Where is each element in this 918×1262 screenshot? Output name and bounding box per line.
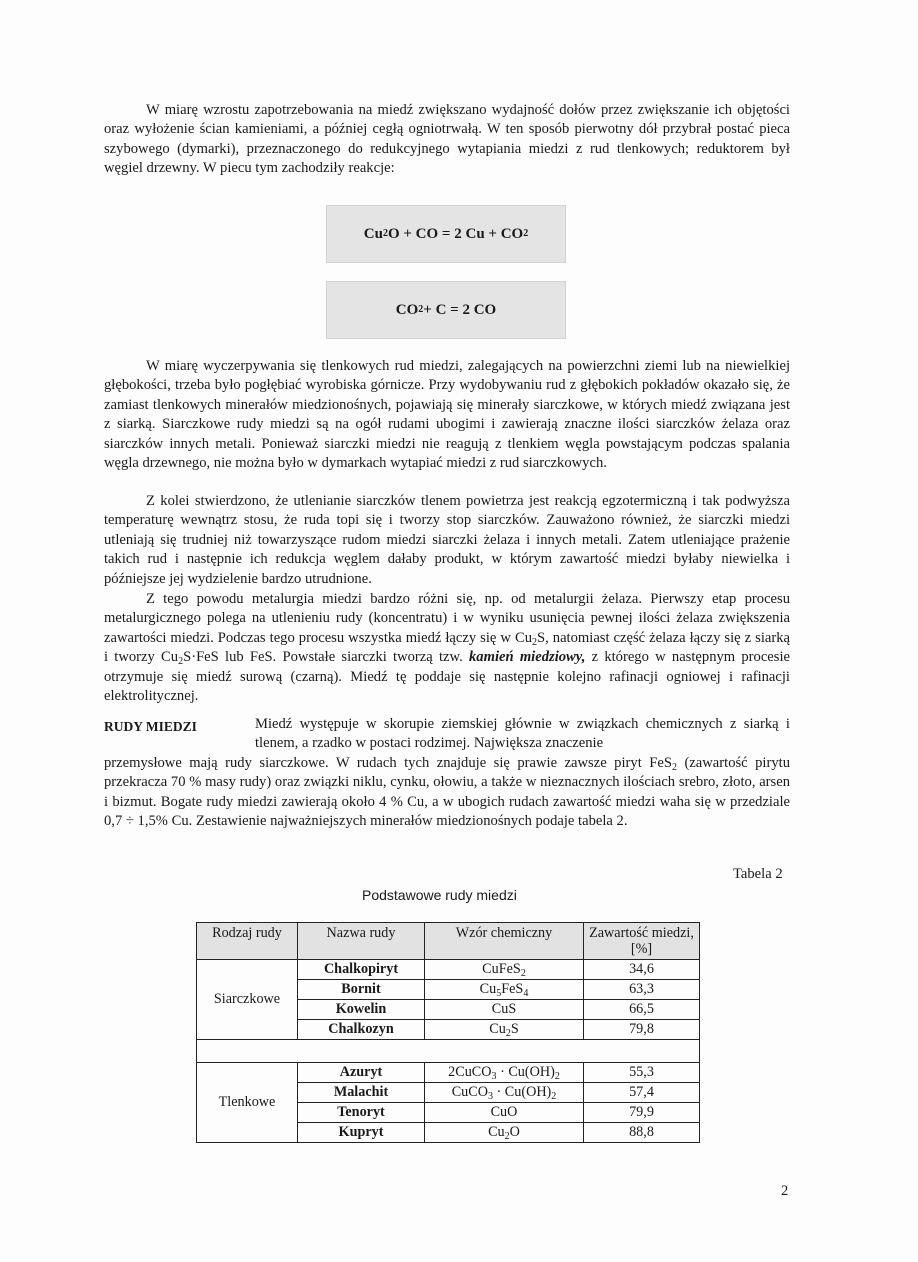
ore-formula: 2CuCO$_3$ · $Cu(OH)_2$ <box>425 1063 584 1083</box>
header-ore-type: Rodzaj rudy <box>197 923 298 960</box>
equation-1: Cu 2 O + CO = 2 Cu + CO 2 <box>326 205 566 263</box>
ore-formula: CuS <box>425 1000 584 1020</box>
ore-type-oxide: Tlenkowe <box>197 1063 298 1143</box>
ore-content: 88,8 <box>584 1123 700 1143</box>
ore-name: Kupryt <box>298 1123 425 1143</box>
ore-content: 34,6 <box>584 960 700 980</box>
ore-name: Chalkozyn <box>298 1020 425 1040</box>
ore-content: 79,9 <box>584 1103 700 1123</box>
page-number: 2 <box>781 1183 789 1199</box>
ore-content: 57,4 <box>584 1083 700 1103</box>
table-separator <box>197 1040 700 1063</box>
table-row <box>197 1063 700 1083</box>
table-number: Tabela 2 <box>733 866 783 882</box>
ore-name: Azuryt <box>298 1063 425 1083</box>
header-formula: Wzór chemiczny <box>425 923 584 960</box>
ore-name: Malachit <box>298 1083 425 1103</box>
ore-name: Chalkopiryt <box>298 960 425 980</box>
table-row <box>197 960 700 980</box>
table-header-row <box>197 923 700 960</box>
term-copper-matte: kamień miedziowy, <box>469 649 586 666</box>
ores-paragraph-body: przemysłowe mają rudy siarczkowe. W rudach tych znajduje się prawie zawsze piryt FeS$_2$ (zawartość pirytu przekracza 70 % masy rudy) oraz związki niklu, cynku, ołowiu, a także w nieznacznych ilościach srebro, złoto, arsen i bizmut. Bogate rudy miedzi zawierają około 4 % Cu, a w ubogich rudach zawartość miedzi waha się w przedziale 0,7 ÷ 1,5% Cu. Zestawienie najważniejszych minerałów miedzionośnych podaje tabela 2. <box>104 755 790 830</box>
ore-formula: CuFeS$_2$ <box>425 960 584 980</box>
ore-formula: CuCO$_3$ · $Cu(OH)_2$ <box>425 1083 584 1103</box>
ore-content: 79,8 <box>584 1020 700 1040</box>
ore-type-sulfide: Siarczkowe <box>197 960 298 1040</box>
section-label-ores: RUDY MIEDZI <box>104 719 197 734</box>
paragraph-furnace-development: W miarę wzrostu zapotrzebowania na miedź zwiększano wydajność dołów przez zwiększanie ich objętości oraz wyłożenie ścian kamieniami, a później cegłą ogniotrwałą. W ten sposób pierwotny dół przybrał postać pieca szybowego (dymarki), przeznaczonego do redukcyjnego wytapiania miedzi z rud tlenkowych; reduktorem był węgiel drzewny. W piecu tym zachodziły reakcje: <box>104 102 790 177</box>
ores-paragraph-intro: Miedź występuje w skorupie ziemskiej głównie w związkach chemicznych z siarką i tlenem, a rzadko w postaci rodzimej. Największa znaczenie <box>255 716 790 752</box>
ore-formula: $Cu_2O$ <box>425 1123 584 1143</box>
paragraph-oxidation: Z kolei stwierdzono, że utlenianie siarczków tlenem powietrza jest reakcją egzotermiczną i tak podwyższa temperaturę wewnątrz stosu, że ruda topi się i tworzy stop siarczków. Zauważono również, że siarczki miedzi utleniają się trudniej niż towarzyszące rudom miedzi siarczki żelaza i innych metali. Zatem utleniające prażenie takich rud i następnie ich redukcja węglem dałaby produkt, w którym zawartość miedzi byłaby niewielka i późniejsze jej wydzielenie bardzo utrudnione. <box>104 493 790 587</box>
paragraph-copper-metallurgy: Z tego powodu metalurgia miedzi bardzo różni się, np. od metalurgii żelaza. Pierwszy etap procesu metalurgicznego polega na utlenieniu rudy (koncentratu) i w wyniku usunięcia pewnej ilości żelaza zwiększenia zawartości miedzi. Podczas tego procesu wszystka miedź łączy się w $Cu_2S$, natomiast część żelaza łączy się z siarką i tworzy $Cu_2S\cdot FeS$ lub FeS. Powstałe siarczki tworzą tzw. kamień miedziowy, z którego w następnym procesie otrzymuje się miedź surową (czarną). Miedź tę poddaje się następnie kolejno rafinacji ogniowej i rafinacji elektrolitycznej. <box>104 591 790 705</box>
ore-formula: $Cu_2S$ <box>425 1020 584 1040</box>
paragraph-sulfide-ores: W miarę wyczerpywania się tlenkowych rud miedzi, zalegających na powierzchni ziemi lub na niewielkiej głębokości, trzeba było pogłębiać wyrobiska górnicze. Przy wydobywaniu rud z głębokich pokładów okazało się, że zamiast tlenkowych minerałów miedzionośnych, pojawiają się minerały siarczkowe, w których miedź związana jest z siarką. Siarczkowe rudy miedzi są na ogół rudami ubogimi i zawierają znaczne ilości siarczków żelaza oraz siarczków innych metali. Ponieważ siarczki miedzi nie reagują z tlenkiem węgla powstającym podczas spalania węgla drzewnego, nie można było w dymarkach wytapiać miedzi z rud siarczkowych. <box>104 358 790 472</box>
table-caption: Podstawowe rudy miedzi <box>362 887 517 903</box>
ore-content: 55,3 <box>584 1063 700 1083</box>
ore-formula: CuO <box>425 1103 584 1123</box>
header-copper-content: Zawartość miedzi, [%] <box>584 923 700 960</box>
ore-content: 66,5 <box>584 1000 700 1020</box>
ores-table <box>196 922 700 1143</box>
table-separator-row <box>197 1040 700 1063</box>
header-ore-name: Nazwa rudy <box>298 923 425 960</box>
equation-2: CO 2 + C = 2 CO <box>326 281 566 339</box>
ore-name: Kowelin <box>298 1000 425 1020</box>
ore-content: 63,3 <box>584 980 700 1000</box>
ore-formula: $Cu_5FeS_4$ <box>425 980 584 1000</box>
ore-name: Bornit <box>298 980 425 1000</box>
ore-name: Tenoryt <box>298 1103 425 1123</box>
